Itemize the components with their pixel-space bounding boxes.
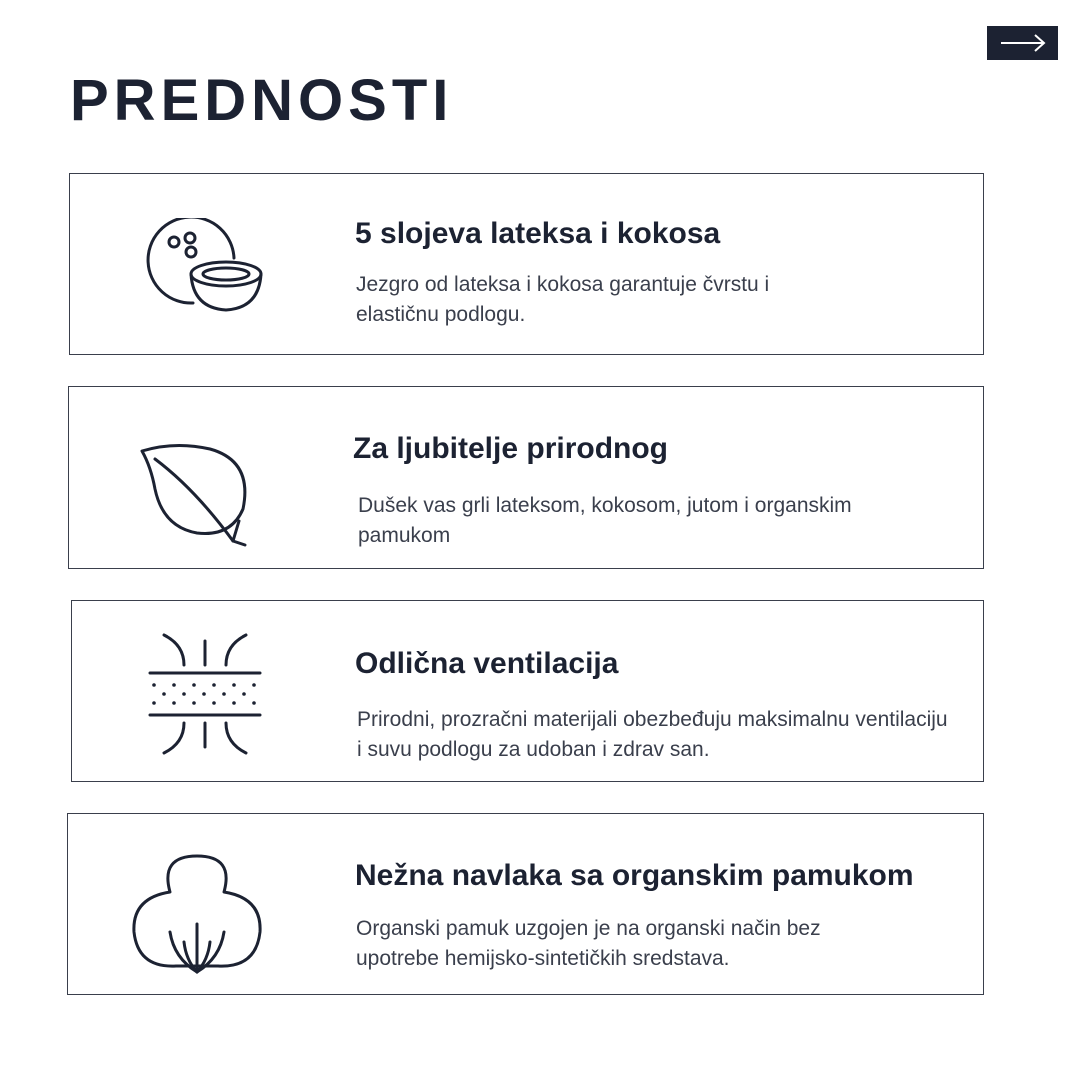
feature-title: 5 slojeva lateksa i kokosa xyxy=(355,217,721,250)
arrow-right-icon xyxy=(999,33,1047,53)
next-button[interactable] xyxy=(987,26,1058,60)
cotton-icon xyxy=(130,852,264,976)
feature-description: Prirodni, prozračni materijali obezbeđuju maksimalnu ventilaciju i suvu podlogu za udoban i zdrav san. xyxy=(357,708,948,761)
feature-description: Dušek vas grli lateksom, kokosom, jutom i organskim pamukom xyxy=(358,494,852,547)
feature-description: Organski pamuk uzgojen je na organski način bez upotrebe hemijsko-sintetičkih sredstava. xyxy=(356,917,821,970)
feature-card-natural xyxy=(68,386,984,569)
feature-card-ventilation xyxy=(71,600,984,782)
feature-title: Odlična ventilacija xyxy=(355,647,619,680)
feature-title: Nežna navlaka sa organskim pamukom xyxy=(355,859,914,892)
leaf-icon xyxy=(135,439,255,555)
feature-card-organic-cotton xyxy=(67,813,984,995)
ventilation-icon xyxy=(146,631,264,757)
coconut-icon xyxy=(146,218,266,314)
feature-title: Za ljubitelje prirodnog xyxy=(353,432,668,465)
feature-card-latex-coconut xyxy=(69,173,984,355)
page-title: PREDNOSTI xyxy=(70,68,454,133)
feature-description: Jezgro od lateksa i kokosa garantuje čvrstu i elastičnu podlogu. xyxy=(356,273,770,326)
